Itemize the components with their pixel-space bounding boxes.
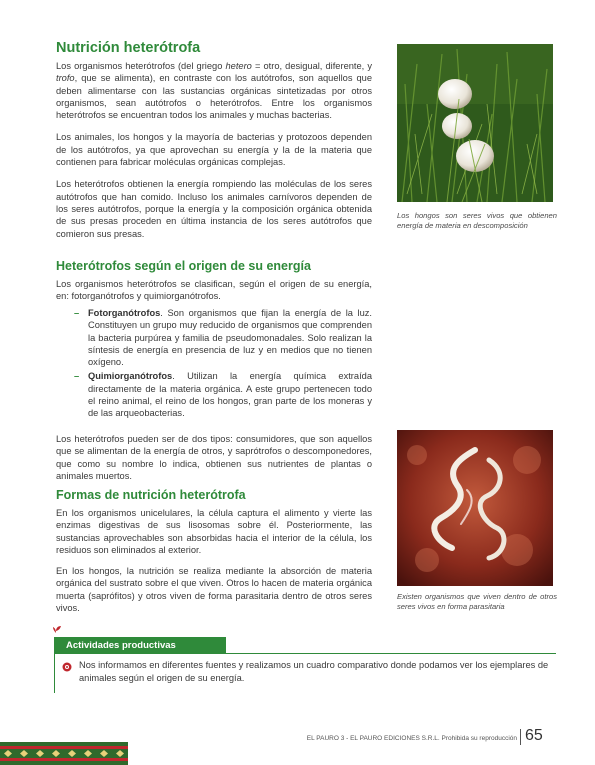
intro-section (56, 60, 372, 240)
intro-paragraph-2: Los animales, los hongos y la mayoría de bacterias y protozoos dependen de los autótrofos, ya que aprovechan su energía y la de la materia que contienen para fabricar moléculas orgánicas complejas. (56, 132, 372, 168)
footer-credit: EL PAURO 3 - EL PAURO EDICIONES S.R.L. Prohibida su reproducción (306, 735, 517, 742)
list-item-fotorganotrofos: – Fotorganótrofos. Son organismos que fijan la energía de la luz. Constituyen un grupo muy reducido de organismos que comprenden la bacteria purpúrea y familia de pseudomonadales. Solo realizan la síntesis de energía en presencia de luz y en medios que no tienen oxígeno. (74, 308, 372, 368)
nutrition-forms-section (56, 507, 372, 614)
energy-origin-list (74, 307, 372, 420)
page-title: Nutrición heterótrofa (56, 40, 201, 56)
sprout-icon (52, 625, 70, 641)
mushrooms-caption: Los hongos son seres vivos que obtienen energía de materia en descomposición (397, 211, 557, 230)
energy-origin-intro (56, 278, 372, 303)
intro-paragraph-1: Los organismos heterótrofos (del griego hetero = otro, desigual, diferente, y trofo, que se alimenta), en contraste con los autótrofos, son aquellos que deben alimentarse con las sustancias orgánicas sintetizadas por otros organismos, sean autótrofos o heterótrofos. Entre los organismos heterótrofos se encuentran todos los animales y muchas bacterias. (56, 61, 372, 121)
heterotroph-types-paragraph: Los heterótrofos pueden ser de dos tipos: consumidores, que son aquellos que se alimentan de la energía de otros, y saprótrofos o descomponedores, que como su nombre lo indica, obtienen sus nutrientes de plantas o animales muertos. (56, 434, 372, 481)
nutrition-forms-paragraph-1: En los organismos unicelulares, la célula captura el alimento y vierte las enzimas digestivas de sus lisosomas sobre él. Posteriormente, las sustancias aprovechables son absorbidas hacia el interior de la célula, los residuos son eliminados al exterior. (56, 508, 372, 555)
mushrooms-photo (397, 44, 553, 202)
activities-heading: Actividades productivas (54, 637, 226, 654)
decorative-band (0, 742, 128, 765)
parasites-caption: Existen organismos que viven dentro de otros seres vivos en forma parasitaria (397, 592, 557, 611)
flower-bullet-icon (62, 662, 72, 672)
footer-separator (520, 729, 521, 745)
nutrition-forms-paragraph-2: En los hongos, la nutrición se realiza mediante la absorción de materia orgánica del sustrato sobre el que viven. Otros lo hacen de materia orgánica muerta (saprófitos) y otros viven de forma parasitaria dentro de otros seres vivos. (56, 566, 372, 614)
activities-item: Nos informamos en diferentes fuentes y realizamos un cuadro comparativo donde podamos ver los ejemplares de animales según el origen de su energía. (79, 660, 549, 683)
page-number: 65 (525, 727, 543, 744)
intro-paragraph-3: Los heterótrofos obtienen la energía rompiendo las moléculas de los seres autótrofos que han comido. Incluso los animales carnívoros dependen de los seres autótrofos, porque la energía y la composición orgánica obtenida de sus presas proceden en última instancia de los seres autótrofos que comieron sus presas. (56, 179, 372, 239)
list-item-quimiorganotrofos: – Quimiorganótrofos. Utilizan la energía química extraída directamente de la materia orgánica. A este grupo pertenecen todo el reino animal, el reino de los hongos, gran parte de los moneras y de las arqueobacterias. (74, 371, 372, 419)
section-heading-energy-origin: Heterótrofos según el origen de su energía (56, 259, 311, 273)
parasites-photo (397, 430, 553, 586)
energy-origin-paragraph: Los organismos heterótrofos se clasifican, según el origen de su energía, en: fotorganótrofos y quimiorganótrofos. (56, 279, 372, 302)
activities-side-rule (54, 653, 55, 693)
activities-rule (214, 653, 556, 654)
heterotroph-types (56, 433, 372, 482)
section-heading-nutrition-forms: Formas de nutrición heterótrofa (56, 488, 246, 502)
